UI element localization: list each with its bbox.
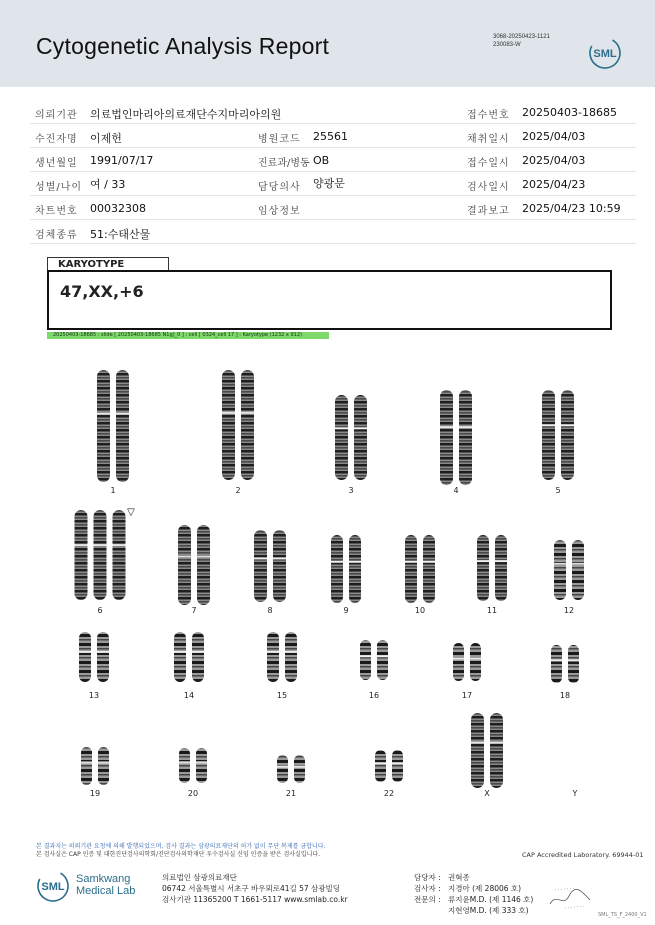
chromosome-12-copy-2 <box>572 540 584 600</box>
chart-value: 00032308 <box>90 202 146 215</box>
info-row-1 <box>30 100 636 124</box>
centromere-6-3 <box>112 544 127 546</box>
centromere-3-2 <box>353 427 368 429</box>
chromosome-17-copy-1 <box>453 643 464 681</box>
specimen-label: 검체종류 <box>35 230 78 241</box>
centromere-17-1 <box>452 657 465 659</box>
specimen-value: 51:수태산물 <box>90 228 151 241</box>
chromosome-15-copy-2 <box>285 632 297 682</box>
centromere-12-1 <box>553 563 567 565</box>
chromosome-8-copy-1 <box>254 530 267 602</box>
centromere-17-2 <box>469 657 482 659</box>
chromosome-label-7: 7 <box>191 606 197 615</box>
info-row-3 <box>30 148 636 172</box>
brand-name <box>76 873 135 897</box>
centromere-7-1 <box>177 555 192 557</box>
chromosome-label-17: 17 <box>461 691 473 700</box>
chromosome-label-21: 21 <box>285 789 297 798</box>
centromere-7-2 <box>196 555 211 557</box>
chromosome-2-copy-1 <box>222 370 235 480</box>
chromosome-label-9: 9 <box>343 606 349 615</box>
chromosome-3-copy-1 <box>335 395 348 480</box>
chromosome-11-copy-1 <box>477 535 489 601</box>
chromosome-labels <box>89 486 578 798</box>
sml-logo-icon <box>588 36 622 70</box>
centromere-10-2 <box>422 561 436 563</box>
centromere-1-2 <box>115 413 130 415</box>
chromosome-6-copy-3 <box>113 510 126 600</box>
chromosome-10-copy-2 <box>423 535 435 603</box>
form-number: SML_TS_F_2400_V1 <box>598 912 647 918</box>
chromosome-label-20: 20 <box>187 789 199 798</box>
centromere-20-2 <box>195 761 208 763</box>
sml-logo-text: SML <box>593 48 617 60</box>
chromosome-label-15: 15 <box>276 691 288 700</box>
centromere-8-1 <box>253 557 268 559</box>
chromosome-18-copy-1 <box>551 645 562 683</box>
address-line-3: 검사기관 11365200 T 1661-5117 www.smlab.co.kr <box>162 895 348 904</box>
doc-id-line2: 230083-W <box>493 42 521 48</box>
centromere-14-1 <box>173 651 187 653</box>
brand-line-1: Samkwang <box>76 873 131 885</box>
info-row-4 <box>30 172 636 196</box>
chromosome-label-10: 10 <box>414 606 426 615</box>
signature-icon <box>545 882 595 912</box>
clinical-label: 임상정보 <box>258 206 301 217</box>
centromere-4-2 <box>458 426 473 428</box>
centromere-5-2 <box>560 424 575 426</box>
chromosome-label-6: 6 <box>97 606 103 615</box>
chromosome-4-copy-2 <box>459 390 472 485</box>
centromere-2-1 <box>221 412 236 414</box>
centromere-19-1 <box>80 761 93 763</box>
doctor-label: 담당의사 <box>258 182 301 193</box>
centromere-13-1 <box>78 651 92 653</box>
chromosome-21-copy-1 <box>277 755 288 783</box>
centromere-15-1 <box>266 651 280 653</box>
centromere-16-1 <box>359 655 372 657</box>
exam-date-value: 2025/04/23 <box>522 178 586 191</box>
centromere-18-2 <box>567 659 580 661</box>
chromosome-7-copy-2 <box>197 525 210 605</box>
centromere-13-2 <box>96 651 110 653</box>
sml-footer-logo-text: SML <box>41 881 65 893</box>
chromosome-14-copy-2 <box>192 632 204 682</box>
birth-label: 생년월일 <box>35 158 78 169</box>
doc-id-line1: 3068-20250423-1121 <box>493 34 550 40</box>
receive-date-label: 접수일시 <box>467 158 510 169</box>
chromosome-16-copy-2 <box>377 640 388 680</box>
trisomy-marker-icon: ▽ <box>127 507 135 518</box>
exam-date-label: 검사일시 <box>467 182 510 193</box>
chromosome-22-copy-2 <box>392 750 403 782</box>
chromosome-label-14: 14 <box>183 691 195 700</box>
centromere-22-2 <box>391 762 404 764</box>
chromosome-17-copy-2 <box>470 643 481 681</box>
report-value: 2025/04/23 10:59 <box>522 202 621 215</box>
chromosome-label-8: 8 <box>267 606 273 615</box>
chromosome-20-copy-1 <box>179 748 190 783</box>
centromere-12-2 <box>571 563 585 565</box>
chromosome-12-copy-1 <box>554 540 566 600</box>
centromere-11-2 <box>494 560 508 562</box>
centromere-1-1 <box>96 413 111 415</box>
chromosome-18-copy-2 <box>568 645 579 683</box>
centromere-21-2 <box>293 766 306 768</box>
cap-accreditation: CAP Accredited Laboratory. 69944-01 <box>522 851 644 859</box>
staff-list <box>414 872 533 916</box>
centromere-8-2 <box>272 557 287 559</box>
chromosome-21-copy-2 <box>294 755 305 783</box>
chromosome-6-copy-1 <box>75 510 88 600</box>
receive-date-value: 2025/04/03 <box>522 154 586 167</box>
chromosome-10-copy-1 <box>405 535 417 603</box>
staff-name-2: 지경아 (제 28006 호) <box>448 884 522 893</box>
address-line-2: 06742 서울특별시 서초구 바우뫼로41길 57 삼광빌딩 <box>162 884 341 893</box>
staff-name-1: 권혁종 <box>448 873 470 882</box>
chromosome-label-3: 3 <box>348 486 354 495</box>
centromere-6-1 <box>74 544 89 546</box>
lab-address <box>162 872 348 905</box>
chromosome-13-copy-1 <box>79 632 91 682</box>
chart-label: 차트번호 <box>35 206 78 217</box>
staff-role-1: 담당자 : <box>414 873 441 882</box>
info-row-2 <box>30 124 636 148</box>
dept-value: OB <box>313 154 330 167</box>
karyotype-result-box <box>47 270 612 330</box>
chromosome-label-Y: Y <box>572 789 578 798</box>
centromere-5-1 <box>541 424 556 426</box>
centromere-2-2 <box>240 412 255 414</box>
chromosome-label-16: 16 <box>368 691 380 700</box>
centromere-10-1 <box>404 561 418 563</box>
centromere-9-1 <box>330 561 344 563</box>
chromosome-1-copy-2 <box>116 370 129 482</box>
sml-footer-logo-icon <box>36 869 70 903</box>
collect-date-label: 채취일시 <box>467 134 510 145</box>
footer-note-2: 본 검사실은 CAP 인증 및 대한진단검사의학회/진단검사의학재단 우수검사실 신임 인증을 받은 검사실입니다. <box>36 851 321 858</box>
footer-notes <box>36 843 325 859</box>
chromosome-13-copy-2 <box>97 632 109 682</box>
doctor-value: 양광문 <box>313 177 345 190</box>
chromosome-X-copy-1 <box>471 713 484 788</box>
report-title: Cytogenetic Analysis Report <box>36 33 330 59</box>
karyotype-tab: KARYOTYPE <box>47 257 169 271</box>
centromere-19-2 <box>97 761 110 763</box>
chromosome-16-copy-1 <box>360 640 371 680</box>
sex-age-label: 성별/나이 <box>35 182 83 193</box>
chromosome-3-copy-2 <box>354 395 367 480</box>
institution-label: 의뢰기관 <box>35 110 78 121</box>
centromere-15-2 <box>284 651 298 653</box>
chromosome-label-2: 2 <box>235 486 241 495</box>
chromosome-label-X: X <box>484 789 490 798</box>
chromosome-label-22: 22 <box>383 789 395 798</box>
centromere-X-1 <box>470 742 485 744</box>
chromosome-label-11: 11 <box>486 606 498 615</box>
chromosome-shapes <box>74 370 586 788</box>
centromere-6-2 <box>93 544 108 546</box>
examinee-label: 수진자명 <box>35 134 78 145</box>
staff-name-3: 류지윤M.D. (제 1146 호) <box>448 895 534 904</box>
chromosome-7-copy-1 <box>178 525 191 605</box>
chromosome-4-copy-1 <box>440 390 453 485</box>
karyogram-image <box>0 345 655 815</box>
image-caption-bar: 20250403-18685 : slide [ 20250403-18685 N1g]_0 ] : cell [ 0324_cell 17 ] : Karyotype (1232 x 912) <box>47 332 329 339</box>
examinee-value: 이제헌 <box>90 132 122 145</box>
chromosome-20-copy-2 <box>196 748 207 783</box>
receipt-no-value: 20250403-18685 <box>522 106 617 119</box>
dept-label: 진료과/병동 <box>258 158 310 169</box>
ward-code-value: 25561 <box>313 130 348 143</box>
chromosome-X-copy-2 <box>490 713 503 788</box>
birth-value: 1991/07/17 <box>90 154 154 167</box>
centromere-21-1 <box>276 766 289 768</box>
chromosome-2-copy-2 <box>241 370 254 480</box>
sex-age-value: 여 / 33 <box>90 178 126 191</box>
address-line-1: 의료법인 삼광의료재단 <box>162 873 237 882</box>
centromere-18-1 <box>550 659 563 661</box>
chromosome-label-19: 19 <box>89 789 101 798</box>
chromosome-label-4: 4 <box>453 486 459 495</box>
chromosome-1-copy-1 <box>97 370 110 482</box>
collect-date-value: 2025/04/03 <box>522 130 586 143</box>
chromosome-label-5: 5 <box>555 486 561 495</box>
karyotype-result: 47,XX,+6 <box>60 282 144 301</box>
chromosome-6-copy-2 <box>94 510 107 600</box>
chromosome-label-1: 1 <box>110 486 116 495</box>
staff-role-2: 검사자 : <box>414 884 441 893</box>
chromosome-label-18: 18 <box>559 691 571 700</box>
brand-line-2: Medical Lab <box>76 885 136 897</box>
centromere-9-2 <box>348 561 362 563</box>
report-header <box>0 0 655 87</box>
centromere-20-1 <box>178 761 191 763</box>
chromosome-22-copy-1 <box>375 750 386 782</box>
chromosome-11-copy-2 <box>495 535 507 601</box>
staff-role-3: 전문의 : <box>414 895 441 904</box>
centromere-14-2 <box>191 651 205 653</box>
chromosome-8-copy-2 <box>273 530 286 602</box>
ward-code-label: 병원코드 <box>258 134 301 145</box>
centromere-X-2 <box>489 742 504 744</box>
chromosome-15-copy-1 <box>267 632 279 682</box>
report-label: 결과보고 <box>467 206 510 217</box>
centromere-3-1 <box>334 427 349 429</box>
centromere-22-1 <box>374 762 387 764</box>
staff-name-4: 지현영M.D. (제 333 호) <box>448 906 529 915</box>
document-id <box>493 33 550 49</box>
chromosome-9-copy-2 <box>349 535 361 603</box>
footer-note-1: 본 결과지는 의뢰기관 요청에 의해 발행되었으며, 검사 결과는 삼광의료재단의 허가 없이 무단 복제를 금합니다. <box>36 843 326 850</box>
chromosome-5-copy-1 <box>542 390 555 480</box>
info-row-5 <box>30 196 636 220</box>
info-row-6 <box>30 220 636 244</box>
centromere-11-1 <box>476 560 490 562</box>
receipt-no-label: 접수번호 <box>467 110 510 121</box>
centromere-4-1 <box>439 426 454 428</box>
chromosome-19-copy-1 <box>81 747 92 785</box>
centromere-16-2 <box>376 655 389 657</box>
chromosome-9-copy-1 <box>331 535 343 603</box>
institution-value: 의료법인마리아의료재단수지마리아의원 <box>90 108 282 121</box>
chromosome-label-12: 12 <box>563 606 575 615</box>
chromosome-14-copy-1 <box>174 632 186 682</box>
chromosome-19-copy-2 <box>98 747 109 785</box>
chromosome-5-copy-2 <box>561 390 574 480</box>
chromosome-label-13: 13 <box>88 691 100 700</box>
